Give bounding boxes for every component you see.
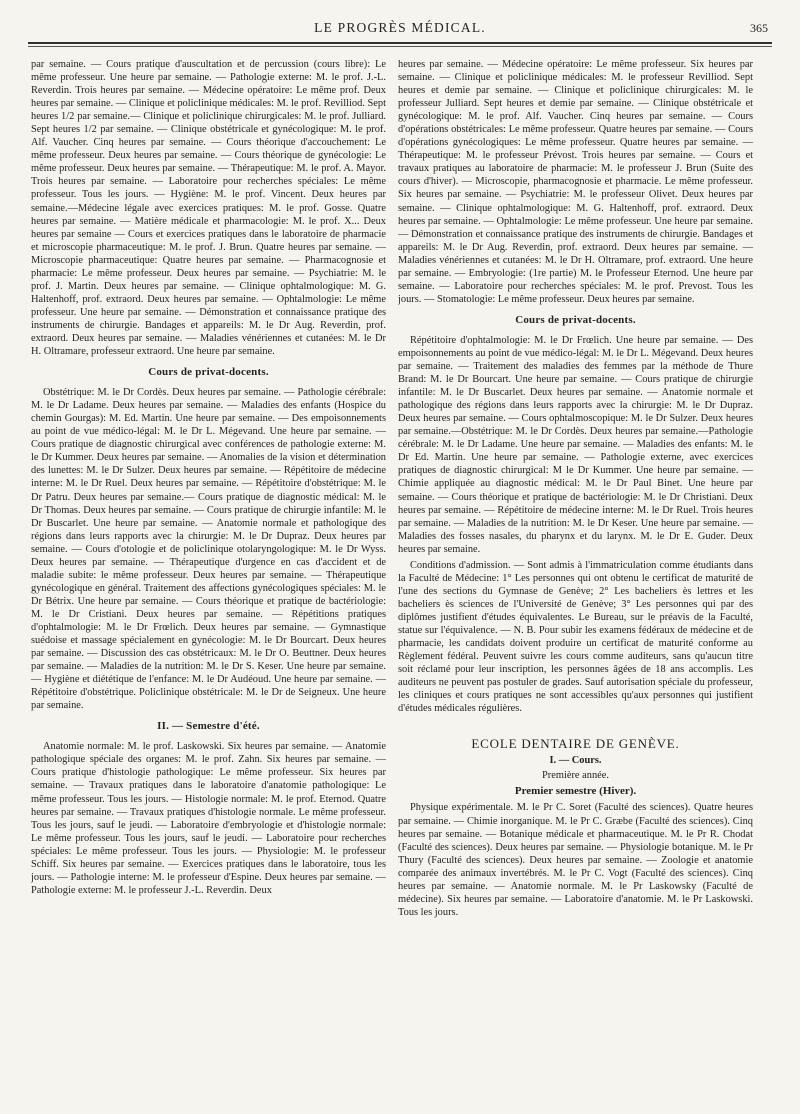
journal-title: LE PROGRÈS MÉDICAL. <box>314 20 486 35</box>
left-column <box>31 58 386 1098</box>
dental-school-title: ECOLE DENTAIRE DE GENÈVE. <box>471 736 680 752</box>
running-head <box>28 20 772 40</box>
summer-courses-text: Anatomie normale: M. le prof. Laskowski. Six heures par semaine. — Anatomie pathologique spéciale des organes: M. le prof. Zahn. Six heures par semaine. — Cours pratique d'histologie pathologique: Le même professeur. Six heures par semaine. — Travaux pratiques dans le laboratoire d'anatomie pathologique: Le même professeur. Tous les jours. — Histologie normale: M. le prof. Eternod. Quatre heures par semaine. — Travaux pratiques d'histologie normale. Le même professeur. Tous les jours, sauf le jeudi. — Laboratoire d'embryologie et d'histologie normale: Le même professeur. Tous les jours, sauf le jeudi. — Laboratoire pour recherches spéciales: Le même professeur. Tous les jours. — Physiologie: M. le professeur Schiff. Six heures par semaine. — Exercices pratiques dans le laboratoire, tous les jours. — Pathologie interne: M. le professeur d'Espine. Deux heures par semaine. — Pathologie externe: M. le professeur J.-L. Reverdin. Deux <box>31 741 386 896</box>
admission-conditions-text: Conditions d'admission. — Sont admis à l'immatriculation comme étudiants dans la Faculté de Médecine: 1° Les personnes qui ont obtenu le certificat de maturité de l'une des sections du Gymnase de Genève; 2° Les bacheliers ès lettres et les bacheliers ès sciences de l'Université de Genève; 3° Les personnes qui par des diplômes justifient d'études équivalentes. Le Bureau, sur le préavis de la Faculté, statue sur l'équivalence. — N. B. Pour subir les examens fédéraux de médecine et de pharmacie, les candidats doivent produire un certificat de maturité conforme au Règlement fédéral. Peuvent suivre les cours comme auditeurs, sans qu'aucun titre soit réclamé pour leur inscription, les personnes âgées de 18 ans accomplis. Les auditeurs ne peuvent pas postuler de grades. Sauf autorisation spéciale du professeur, les cliniques et cours pratiques ne sont accessibles qu'aux personnes qui justifient d'études médicales régulières. <box>398 559 753 715</box>
right-column <box>398 58 753 1098</box>
privat-docents-heading: Cours de privat-docents. <box>148 366 269 379</box>
dental-courses-text: Physique expérimentale. M. le Pr C. Soret (Faculté des sciences). Quatre heures par semaine. — Chimie inorganique. M. le Pr C. Græbe (Faculté des sciences). Cinq heures par semaine. — Botanique médicale et pharmaceutique. M. le Pr R. Chodat (Faculté des sciences). Deux heures par semaine. — Physiologie botanique. M. le Pr Thury (Faculté des sciences). Deux heures par semaine. — Zoologie et anatomie comparée des animaux invertébrés. M. le Pr C. Vogt (Faculté des sciences). Cinq heures par semaine. — Anatomie normale. M. le Pr Laskowsky (Faculté de médecine). Six heures par semaine. — Laboratoire d'anatomie. M. le Pr Laskowski. Tous les jours. <box>398 802 753 918</box>
summer-semester-heading: II. — Semestre d'été. <box>157 720 260 733</box>
header-rule <box>28 42 772 44</box>
privat-docents-summer-heading: Cours de privat-docents. <box>515 313 636 326</box>
privat-docents-summer-text: Répétitoire d'ophtalmologie: M. le Dr Frœlich. Une heure par semaine. — Des empoisonnements au point de vue médico-légal: M. le Dr L. Mégevand. Deux heures par semaine. — Traitement des maladies des femmes par la méthode de Thure Brand: M. le Dr Bourcart. Une heure par semaine. — Cours pratique de chirurgie infantile: M. le Dr Buscarlet. Deux heures par semaine. — Anatomie normale et pathologique des régions dans leurs rapports avec la chirurgie: M. le Dr Dupraz. Deux heures par semaine. — Cours ophtalmoscopique: M. le Dr Sulzer. Deux heures par semaine.—Obstétrique: M. le Dr Cordès. Deux heures par semaine.—Pathologie cérébrale: M. le Dr Ladame. Une heure par semaine. — Maladies des enfants: M. le Dr Ed. Martin. Une heure par semaine. — Pathologie externe, avec exercices pratiques de diagnostic chirurgical: M le Dr Kummer. Une heure par semaine. — Chimie appliquée au diagnostic médical: M. le Dr Paul Binet. Une heure par semaine. — Cours théorique et pratique de bactériologie: M. le Dr Christiani. Deux heures par semaine. — Répétitoire de médecine interne: M. le Dr Ruel. Trois heures par semaine. — Maladies de la nutrition: M. le Dr Keser. Une heure par semaine. — Maladies des fosses nasales, du pharynx et du larynx. M. le Dr E. Guder. Deux heures par semaine. <box>398 334 753 555</box>
summer-courses-continued-text: heures par semaine. — Médecine opératoire: Le même professeur. Six heures par semaine. — Clinique et policlinique médicales: M. le professeur Revilliod. Sept heures et demie par semaine. — Clinique et policlinique chirurgicales: M. le professeur Julliard. Sept heures et demie par semaine. — Clinique obstétricale et gynécologique: M. le prof. Alf. Vaucher. Cinq heures par semaine. — Cours d'opérations obstétricales: Le même professeur. Quatre heures par semaine. — Cours d'opérations gynécologiques: Le même professeur. Quatre heures par semaine. — Thérapeutique: M. le professeur Prévost. Trois heures par semaine. — Cours et travaux pratiques au laboratoire de pharmacie: M. le professeur J. Brun (Suite des cours d'hiver). — Microscopie, pharmacognosie et pharmacie. Le même professeur. Six heures par semaine. — Psychiatrie: M. le professeur Olivet. Deux heures par semaine. — Clinique ophtalmologique: M. G. Haltenhoff, prof. extraord. Deux heures par semaine. — Ophtalmologie: Le même professeur. Une heure par semaine. — Démonstration et connaissance pratique des instruments de chirurgie. Bandages et appareils: M. le Dr Aug. Reverdin, prof. extraord. Deux heures par semaine. — Maladies vénériennes et cutanées: M. le Dr H. Oltramare, prof. extraord. Une heure par semaine. — Embryologie: (1re partie) M. le Professeur Eternod. Une heure par semaine. — Laboratoire pour recherches spéciales: M. le prof. Prevost. Tous les jours. — Stomatologie: Le même professeur. Deux heures par semaine. <box>398 59 753 305</box>
first-semester-heading: Premier semestre (Hiver). <box>514 785 637 798</box>
first-year-label: Première année. <box>542 770 609 782</box>
courses-subheading: I. — Cours. <box>549 755 602 767</box>
header-rule-thin <box>28 46 772 47</box>
privat-docents-winter-text: Obstétrique: M. le Dr Cordès. Deux heures par semaine. — Pathologie cérébrale: M. le Dr Ladame. Deux heures par semaine. — Maladies des enfants (Hospice du chemin Gourgas): M. Ed. Martin. Une heure par semaine. — Des empoisonnements au point de vue médico-légal: M. le Dr L. Mégevand. Une heure par semaine. — Cours pratique de diagnostic chirurgical avec conférences de pathologie externe: M. le Dr Kummer. Deux heures par semaine. — Anomalies de la vision et détermination des lunettes: M. le Dr Sulzer. Deux heures par semaine. — Répétitoire de médecine interne: M. le Dr Ruel. Deux heures par semaine. — Répétitoire d'obstétrique: M. le Dr Patru. Deux heures par semaine.— Cours pratique de diagnostic médical: M. le Dr Thomas. Deux heures par semaine. — Cours pratique de chirurgie infantile: M. le Dr Buscarlet. Une heure par semaine. — Anatomie normale et pathologique des régions dans leurs rapports avec la chirurgie: M. le Dr Dupraz. Deux heures par semaine. — Cours d'otologie et de policlinique otolaryngologique: M. le Dr Wyss. Deux heures par semaine. — Thérapeutique d'urgence en cas d'accident et de maladie subite: le même professeur. Deux heures par semaine. — Thérapeutique gynécologique en général. Traitement des affections gynécologiques spéciales: M. le Dr Bétrix. Une heure par semaine. — Cours théorique et pratique de bactériologie: M. le Dr Cristiani. Deux heures par semaine. — Répétitions pratiques d'ophtalmologie: M. le Dr Frœlich. Deux heures par semaine. — Gymnastique suédoise et massage spécialement en gynécologie: M. le Dr Bourcart. Deux heures par semaine. — Discussion des cas obstétricaux: M. le Dr O. Beuttner. Deux heures par semaine. — Maladies de la nutrition: M. le Dr S. Keser. Une heure par semaine. — Hygiène et diététique de l'enfance: M. le Dr Audéoud. Une heure par semaine. — Répétitoire d'obstétrique. Policlinique obstétricale: M. le Dr de Seigneux. Une heure par semaine. <box>31 387 386 712</box>
page-number: 365 <box>750 21 768 35</box>
winter-courses-text: par semaine. — Cours pratique d'auscultation et de percussion (cours libre): Le même professeur. Une heure par semaine. — Pathologie externe: M. le prof. J.-L. Reverdin. Trois heures par semaine. — Médecine opératoire: Le même prof. Deux heures par semaine. — Clinique et policlinique médicales: M. le prof. Revilliod. Sept heures 1/2 par semaine.— Clinique et policlinique chirurgicales: M. le prof. Julliard. Sept heures 1/2 par semaine. — Clinique obstétricale et gynécologique: M. le prof. Alf. Vaucher. Cinq heures par semaine. — Cours théorique d'accouchement: Le même professeur. Deux heures par semaine. — Cours théorique de gynécologie: Le même professeur. Deux heures par semaine. — Thérapeutique: M. le prof. A. Mayor. Trois heures par semaine. — Laboratoire pour recherches spéciales: Le même professeur. Tous les jours. — Hygiène: M. le prof. Vincent. Deux heures par semaine.—Médecine légale avec exercices pratiques: M. le prof. Gosse. Quatre heures par semaine. — Matière médicale et pharmacologie: M. le prof. X... Deux heures par semaine — Cours et exercices pratiques dans le laboratoire de pharmacie et microscopie pharmaceutique: M. le prof. J. Brun. Quatre heures par semaine. — Microscopie pharmaceutique: Quatre heures par semaine. — Pharmacognosie et pharmacie: Le même professeur. Deux heures par semaine. — Psychiatrie: M. le prof. J. Martin. Deux heures par semaine. — Clinique ophtalmologique: M. G. Haltenhoff, prof. extraord. Deux heures par semaine. — Ophtalmologie: Le même professeur. Une heure par semaine. — Démonstration et connaissance pratique des instruments de chirurgie. Bandages et appareils: M. le Dr Aug. Reverdin, prof. extraord. Deux heures par semaine. — Maladies vénériennes et cutanées: M. le Dr H. Oltramare, professeur extraord. Une heure par semaine. <box>31 59 386 358</box>
